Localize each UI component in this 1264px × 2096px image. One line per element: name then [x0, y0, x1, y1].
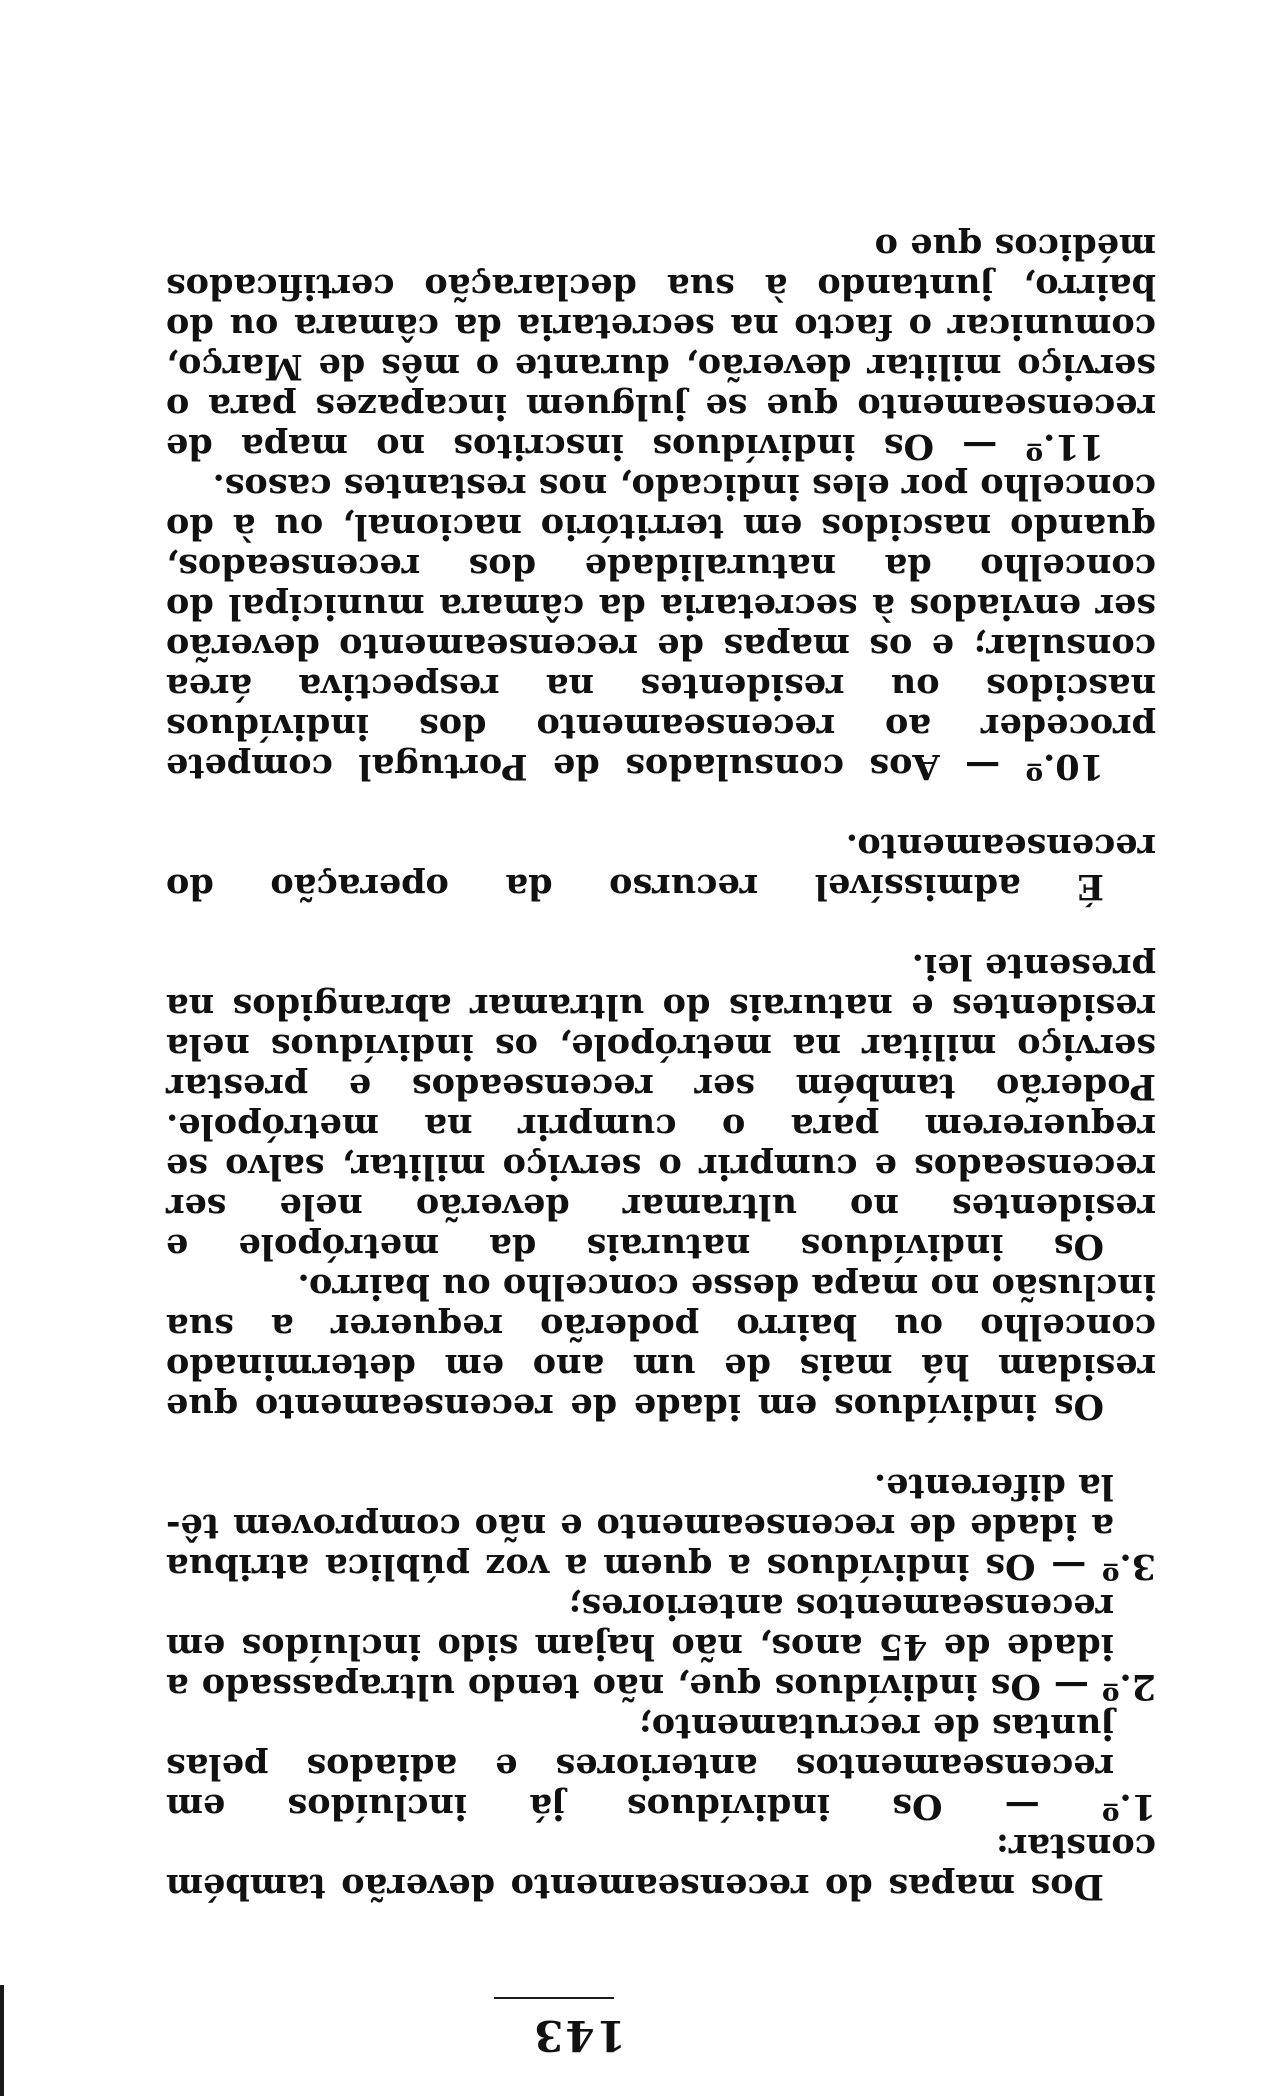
article-10-paragraph: 10.º — Aos consulados de Portugal compete proceder ao recenseamento dos indivíduos nascidos ou residentes na respectiva área consular; e os mapas de recenseamento deverão ser enviados à secretaria da câmara municipal do concelho da naturalidade dos recenseados, quando nascidos em território nacional, ou à do concelho por eles indicado, nos restantes casos. [166, 466, 1156, 787]
header-rule [494, 1997, 614, 1999]
list-item-1: 1.º — Os indivíduos já incluídos em recenseamentos anteriores e adiados pelas juntas de recrutamento; [166, 1706, 1156, 1827]
page-body [166, 226, 1156, 1906]
residents-paragraph: Os indivíduos em idade de recenseamento que residam há mais de um ano em determinado concelho ou bairro poderão requerer a sua inclusão no mapa desse concelho ou bairro. [166, 1266, 1156, 1427]
overseas-paragraph: Os indivíduos naturais da metrópole e residentes no ultramar deverão nele ser recenseados e cumprir o serviço militar, salvo se requererem para o cumprir na metrópole. Poderão também ser recenseados e prestar serviço militar na metrópole, os indivíduos nela residentes e naturais do ultramar abrangidos na presente lei. [166, 946, 1156, 1267]
appeal-paragraph: É admissível recurso da operação do recenseamento. [166, 826, 1156, 907]
list-item-3: 3.º — Os indivíduos a quem a voz pública atribua a idade de recenseamento e não comprovem tê-la diferente. [166, 1466, 1156, 1587]
intro-paragraph: Dos mapas do recenseamento deverão também constar: [166, 1826, 1156, 1907]
article-11-paragraph: 11.º — Os indivíduos inscritos no mapa de recenseamento que se julguem incapazes para o serviço militar deverão, durante o mês de Março, comunicar o facto na secretaria da câmara ou do bairro, juntando à sua declaração certificados médicos que o [166, 226, 1156, 467]
page-number: 143 [532, 2011, 626, 2060]
scan-edge-mark [0, 1985, 4, 2096]
list-item-2: 2.º — Os indivíduos que, não tendo ultrapassado a idade de 45 anos, não hajam sido incluídos em recenseamentos anteriores; [166, 1586, 1156, 1707]
